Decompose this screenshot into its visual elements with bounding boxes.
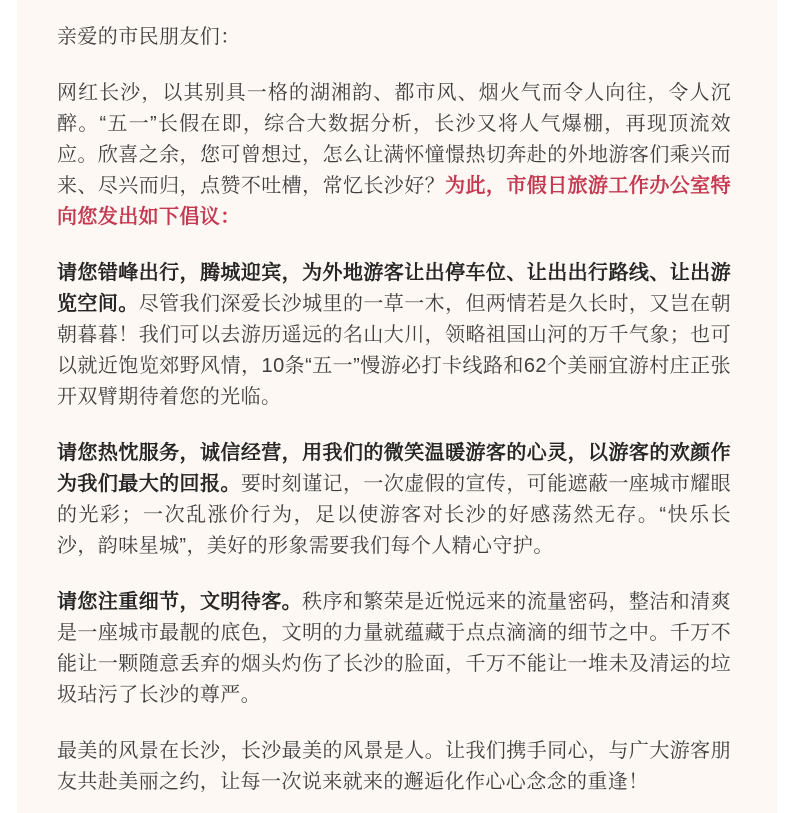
paragraph-civility <box>57 587 731 711</box>
paragraph-staggered-travel <box>57 258 731 413</box>
intro-text: 网红长沙，以其别具一格的湖湘韵、都市风、烟火气而令人向往，令人沉醉。“五一”长假在即，综合大数据分析，长沙又将人气爆棚，再现顶流效应。欣喜之余，您可曾想过，怎么让满怀憧憬热切奔赴的外地游客们乘兴而来、尽兴而归，点赞不吐槽，常忆长沙好？ <box>57 82 731 197</box>
letter-document <box>17 0 777 813</box>
proposal-announcement-text: 为此，市假日旅游工作办公室特向您发出如下倡议： <box>57 175 731 228</box>
warm-service-text: 要时刻谨记，一次虚假的宣传，可能遮蔽一座城市耀眼的光彩；一次乱涨价行为，足以使游客对长沙的好感荡然无存。“快乐长沙，韵味星城”，美好的形象需要我们每个人精心守护。 <box>57 473 731 557</box>
salutation: 亲爱的市民朋友们： <box>57 26 241 48</box>
paragraph-warm-service <box>57 438 731 562</box>
closing-text: 最美的风景在长沙，长沙最美的风景是人。让我们携手同心，与广大游客朋友共赴美丽之约，让每一次说来就来的邂逅化作心心念念的重逢！ <box>57 740 731 793</box>
civility-heading: 请您注重细节，文明待客。 <box>57 591 303 613</box>
warm-service-heading: 请您热忱服务，诚信经营，用我们的微笑温暖游客的心灵，以游客的欢颜作为我们最大的回报。 <box>57 442 731 495</box>
staggered-travel-text: 尽管我们深爱长沙城里的一草一木，但两情若是久长时，又岂在朝朝暮暮！我们可以去游历遥远的名山大川，领略祖国山河的万千气象；也可以就近饱览郊野风情，10条“五一”慢游必打卡线路和62个美丽宜游村庄正张开双臂期待着您的光临。 <box>57 293 731 408</box>
staggered-travel-heading: 请您错峰出行，腾城迎宾，为外地游客让出停车位、让出出行路线、让出游览空间。 <box>57 262 731 315</box>
paragraph-intro <box>57 78 731 233</box>
civility-text: 秩序和繁荣是近悦远来的流量密码，整洁和清爽是一座城市最靓的底色，文明的力量就蕴藏于点点滴滴的细节之中。千万不能让一颗随意丢弃的烟头灼伤了长沙的脸面，千万不能让一堆未及清运的垃圾玷污了长沙的尊严。 <box>57 591 731 706</box>
paragraph-closing <box>57 736 731 798</box>
